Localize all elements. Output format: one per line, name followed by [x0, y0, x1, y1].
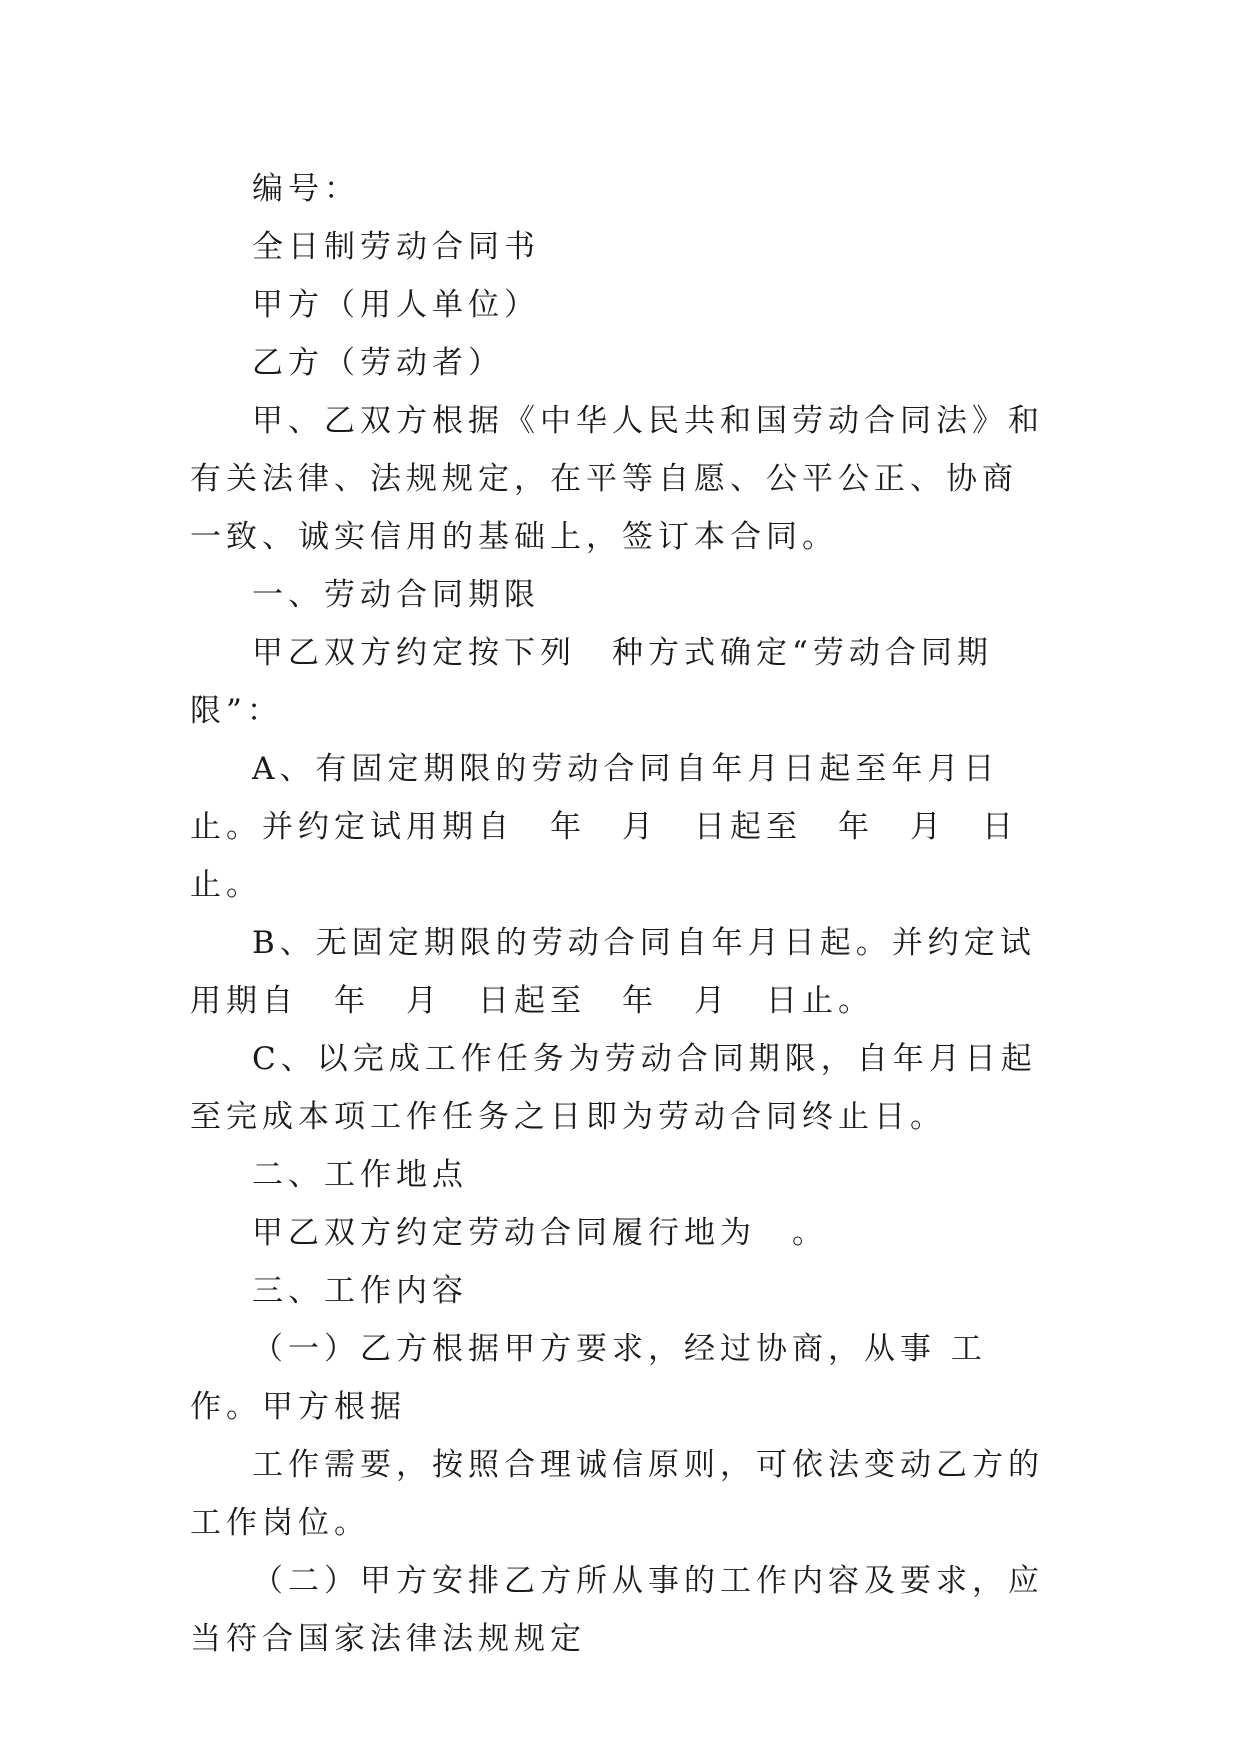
term-option-c: C、以完成工作任务为劳动合同期限，自年月日起至完成本项工作任务之日即为劳动合同终止日。 — [190, 1041, 1037, 1135]
party-a-label: 甲方（用人单位） — [252, 287, 540, 323]
preamble-paragraph: 甲、乙双方根据《中华人民共和国劳动合同法》和有关法律、法规规定，在平等自愿、公平公正、协商一致、诚实信用的基础上，签订本合同。 — [190, 403, 1044, 555]
job-content-clause-2: （二）甲方安排乙方所从事的工作内容及要求，应当符合国家法律法规规定 — [190, 1563, 1044, 1657]
party-b-label: 乙方（劳动者） — [252, 345, 504, 381]
document-body — [190, 160, 1050, 1668]
section-heading-term: 一、劳动合同期限 — [252, 577, 540, 613]
contract-number-label: 编号： — [252, 171, 360, 207]
term-option-a: A、有固定期限的劳动合同自年月日起至年月日止。并约定试用期自 年 月 日起至 年 月 日止。 — [190, 751, 1018, 903]
section-heading-workplace: 二、工作地点 — [252, 1157, 468, 1193]
term-option-b: B、无固定期限的劳动合同自年月日起。并约定试用期自 年 月 日起至 年 月 日止。 — [190, 925, 1036, 1019]
section-heading-job-content: 三、工作内容 — [252, 1273, 468, 1309]
job-content-clause-1-continued: 工作需要，按照合理诚信原则，可依法变动乙方的工作岗位。 — [190, 1447, 1044, 1541]
term-method-paragraph: 甲乙双方约定按下列 种方式确定“劳动合同期限”： — [190, 635, 993, 729]
document-title: 全日制劳动合同书 — [252, 229, 540, 265]
workplace-paragraph: 甲乙双方约定劳动合同履行地为 。 — [252, 1215, 828, 1251]
job-content-clause-1: （一）乙方根据甲方要求，经过协商，从事 工作。甲方根据 — [190, 1331, 987, 1425]
